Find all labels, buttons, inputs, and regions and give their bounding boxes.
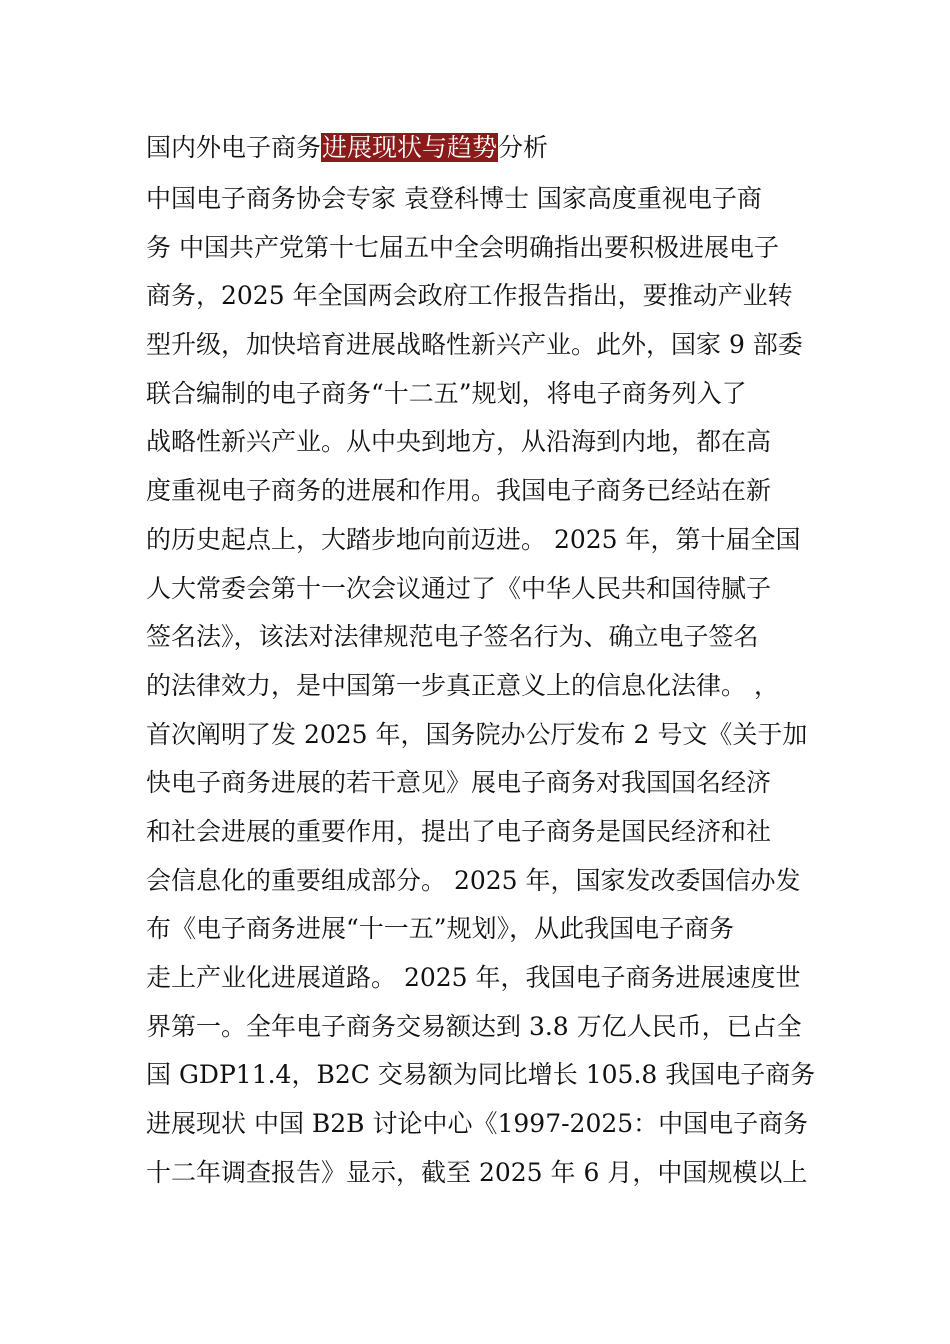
text-line: 务 中国共产党第十七届五中全会明确指出要积极进展电子 [146, 232, 779, 262]
body-paragraph [146, 180, 826, 1202]
text-line: 和社会进展的重要作用，提出了电子商务是国民经济和社 [146, 816, 772, 846]
text-line: 走上产业化进展道路。 2025 年，我国电子商务进展速度世 [146, 963, 801, 992]
text-line: 联合编制的电子商务“十二五”规划，将电子商务列入了 [146, 378, 747, 408]
text-line: 度重视电子商务的进展和作用。我国电子商务已经站在新 [146, 476, 772, 506]
title-highlight: 进展现状与趋势 [322, 133, 498, 162]
text-line: 布《电子商务进展“十一五”规划》，从此我国电子商务 [146, 914, 735, 944]
text-line: 的法律效力，是中国第一步真正意义上的信息化法律。 ， [146, 670, 779, 700]
text-line: 会信息化的重要组成部分。 2025 年，国家发改委国信办发 [146, 865, 801, 895]
document-title [146, 128, 548, 168]
text-line: 快电子商务进展的若干意见》展电子商务对我国国名经济 [146, 768, 772, 798]
title-prefix: 国内外电子商务 [146, 133, 322, 162]
text-line: 的历史起点上，大踏步地向前迈进。 2025 年，第十届全国 [146, 524, 801, 554]
title-suffix: 分析 [498, 133, 549, 162]
text-line: 界第一。全年电子商务交易额达到 3.8 万亿人民币，已占全 [146, 1011, 802, 1041]
text-line: 型升级，加快培育进展战略性新兴产业。此外，国家 9 部委 [146, 330, 803, 360]
text-line: 国 GDP11.4，B2C 交易额为同比增长 105.8 我国电子商务 [146, 1060, 816, 1090]
text-line: 中国电子商务协会专家 袁登科博士 国家高度重视电子商 [146, 184, 762, 213]
text-line: 人大常委会第十一次会议通过了《中华人民共和国待腻子 [146, 573, 772, 603]
text-line: 首次阐明了发 2025 年，国务院办公厅发布 2 号文《关于加 [146, 719, 808, 749]
text-line: 签名法》，该法对法律规范电子签名行为、确立电子签名 [146, 622, 759, 652]
text-line: 进展现状 中国 B2B 讨论中心《1997-2025：中国电子商务 [146, 1109, 809, 1139]
text-line: 战略性新兴产业。从中央到地方，从沿海到内地，都在高 [146, 427, 772, 457]
text-line: 十二年调查报告》显示，截至 2025 年 6 月，中国规模以上 [146, 1157, 808, 1187]
text-line: 商务，2025 年全国两会政府工作报告指出，要推动产业转 [146, 281, 793, 311]
